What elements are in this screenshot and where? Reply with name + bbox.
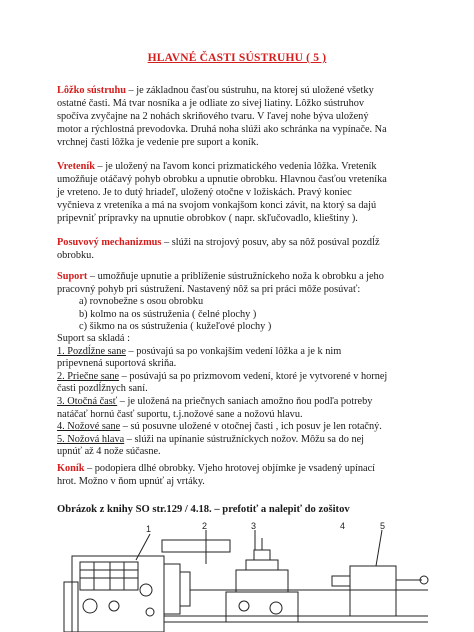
part-1-label: 1. Pozdĺžne sane xyxy=(57,345,126,357)
part-5-label: 5. Nožová hlava xyxy=(57,433,125,445)
suport-option-a: a) rovnobežne s osou obrobku xyxy=(79,296,204,307)
term-suport: Suport xyxy=(57,271,88,282)
figure-label-1: 1 xyxy=(146,524,152,534)
part-3-cont: natáčať hornú časť suportu, t.j.nožové sane a nožovú hlavu. xyxy=(57,408,303,420)
konik-line-1: hrot. Možno v ňom upnúť aj vrtáky. xyxy=(57,476,205,487)
section-konik xyxy=(57,462,417,488)
figure-label-4: 4 xyxy=(340,521,346,531)
suport-line-0: – umožňuje upnutie a priblíženie sústružníckeho noža k obrobku a jeho xyxy=(87,271,384,282)
part-3-text: – je uložená na priečnych saniach amožno ňou podľa potreby xyxy=(117,395,373,407)
part-2-label: 2. Priečne sane xyxy=(57,370,120,382)
suport-options xyxy=(79,296,409,334)
part-3-label: 3. Otočná časť xyxy=(57,395,118,407)
vretenik-line-2: je vreteno. Je to dutý hriadeľ, uložený otočne v ložiskách. Pravý koniec xyxy=(57,187,352,198)
section-suport xyxy=(57,270,417,296)
figure-caption: Obrázok z knihy SO str.129 / 4.18. – prefotiť a nalepiť do zošitov xyxy=(57,504,350,515)
lathe-illustration xyxy=(50,520,430,632)
lozko-line-3: motor a rýchlostná prevodovka. Druhá noha slúži ako schránka na vypínače. Na xyxy=(57,124,387,135)
term-konik: Koník xyxy=(57,463,85,474)
lozko-line-0: – je základnou časťou sústruhu, na ktorej sú uložené všetky xyxy=(125,85,374,96)
page-title: HLAVNÉ ČASTI SÚSTRUHU ( 5 ) xyxy=(147,52,327,64)
posuvovy-line-0: – slúži na strojový posuv, aby sa nôž posúval pozdĺž xyxy=(161,237,380,248)
lozko-line-2: spočíva zvyčajne na 2 nohách skriňového tvaru. V ľavej nohe býva uložený xyxy=(57,111,369,122)
lozko-line-4: vrchnej časti lôžka je vedenie pre suport a koník. xyxy=(57,137,259,148)
suport-option-b: b) kolmo na os sústruženia ( čelné plochy ) xyxy=(79,308,257,320)
suport-consists: Suport sa skladá : xyxy=(57,333,130,344)
figure-label-5: 5 xyxy=(380,521,386,531)
part-5-cont: upnúť až 4 nože súčasne. xyxy=(57,446,161,458)
figure-label-3: 3 xyxy=(251,521,257,531)
suport-option-c: c) šikmo na os sústruženia ( kužeľové plochy ) xyxy=(79,321,272,333)
vretenik-line-3: vyčnieva z vreteníka a má na svojom vonkajšom konci závit, na ktorý sa dajú xyxy=(57,200,377,211)
section-posuvovy xyxy=(57,236,417,262)
part-5-text: – slúži na upínanie sústružníckych nožov. Môžu sa do nej xyxy=(124,433,365,445)
section-vretenik xyxy=(57,160,417,225)
section-lozko xyxy=(57,84,417,149)
part-4-text: – sú posuvne uložené v otočnej časti , ich posuv je len rotačný. xyxy=(120,421,382,433)
figure-label-2: 2 xyxy=(202,521,208,531)
term-vretenik: Vreteník xyxy=(57,161,95,172)
gear-knob-icon xyxy=(83,599,97,613)
vretenik-line-1: umožňuje otáčavý pohyb obrobku a upnutie obrobku. Hlavnou časťou vreteníka xyxy=(57,174,387,185)
vretenik-line-0: – je uložený na ľavom konci prizmatického vedenia lôžka. Vreteník xyxy=(94,161,377,172)
part-4-label: 4. Nožové sane xyxy=(57,421,121,433)
part-2-cont: časti pozdĺžnych saní. xyxy=(57,383,148,395)
suport-line-1: pracovný pohyb pri sústružení. Nastavený nôž sa pri práci môže posúvať: xyxy=(57,284,361,295)
part-1-text: – posúvajú sa po vonkajším vedení lôžka a je k nim xyxy=(125,345,342,357)
part-1-cont: pripevnená suportová skriňa. xyxy=(57,358,177,370)
vretenik-line-4: pripevniť prípravky na upnutie obrobkov ( napr. skľučovadlo, klieštiny ). xyxy=(57,213,358,224)
posuvovy-line-1: obrobku. xyxy=(57,250,94,261)
part-2-text: – posúvajú sa po prizmovom vedení, ktoré je vytvorené v hornej xyxy=(119,370,388,382)
suport-parts xyxy=(57,333,417,459)
konik-line-0: – podopiera dlhé obrobky. Vjeho hrotovej objímke je vsadený upínací xyxy=(84,463,376,474)
term-posuvovy: Posuvový mechanizmus xyxy=(57,237,162,248)
term-lozko: Lôžko sústruhu xyxy=(57,85,126,96)
lozko-line-1: ostatné časti. Má tvar nosníka a je odliate zo sivej liatiny. Lôžko sústruhov xyxy=(57,98,365,109)
